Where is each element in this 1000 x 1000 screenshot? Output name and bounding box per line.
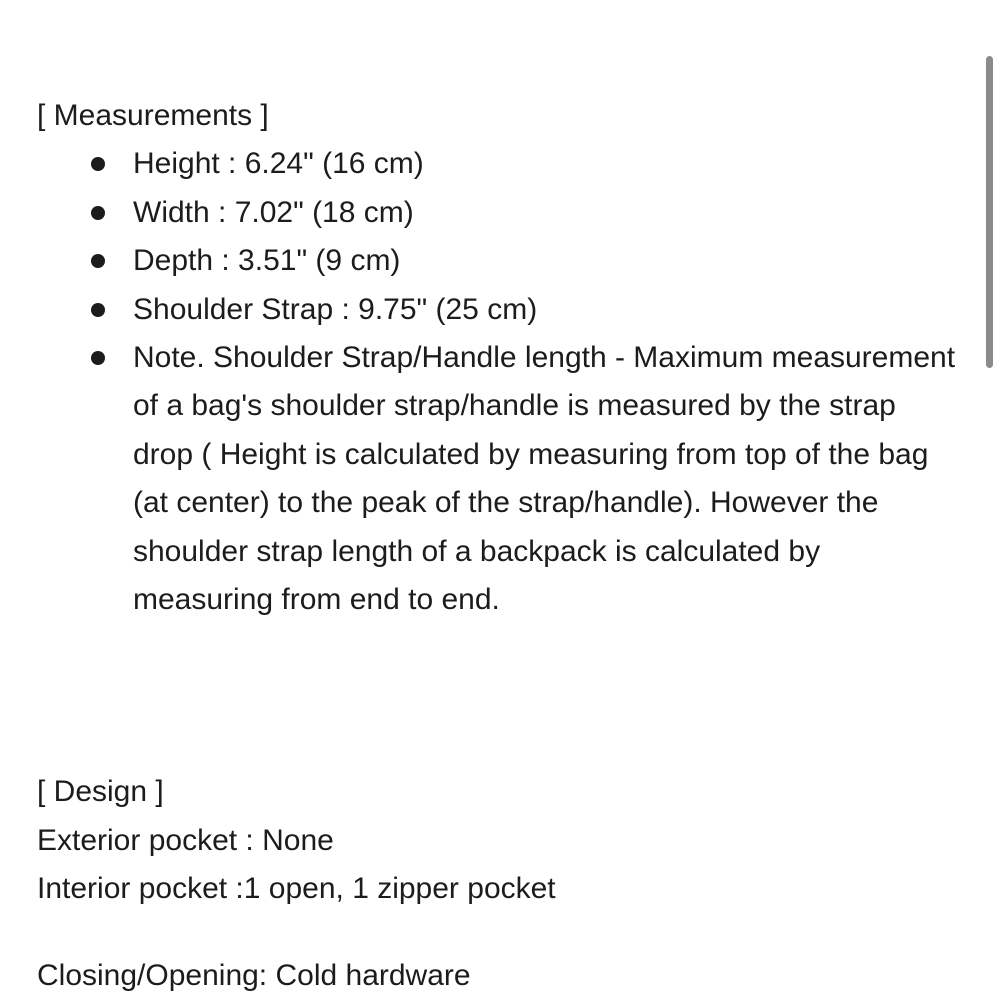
measurement-text: Height : 6.24" (16 cm) [133, 147, 424, 181]
bullet-icon [91, 157, 105, 171]
measurement-text: Width : 7.02" (18 cm) [133, 195, 414, 229]
measurement-item-height [133, 140, 957, 188]
measurement-item-shoulder-strap [133, 286, 957, 334]
measurement-note-text: Note. Shoulder Strap/Handle length - Maximum measurement of a bag's shoulder strap/handle is measured by the strap drop ( Height is calculated by measuring from top of the bag (at center) to the peak of the strap/handle). However the shoulder strap length of a backpack is calculated by measuring from end to end. [133, 341, 956, 617]
measurement-text: Depth : 3.51" (9 cm) [133, 244, 401, 278]
exterior-pocket-text: Exterior pocket : None [37, 823, 334, 857]
design-heading: [ Design ] [37, 775, 164, 809]
vertical-scrollbar[interactable] [986, 56, 993, 368]
bullet-icon [91, 254, 105, 268]
description-content [37, 92, 957, 1000]
line-spacer [37, 914, 957, 952]
measurement-item-width [133, 189, 957, 237]
closing-opening-text: Closing/Opening: Cold hardware [37, 958, 471, 992]
measurements-list [37, 140, 957, 624]
measurement-item-depth [133, 237, 957, 285]
measurement-item-note [133, 334, 957, 624]
bullet-icon [91, 206, 105, 220]
bullet-icon [91, 303, 105, 317]
interior-pocket-text: Interior pocket :1 open, 1 zipper pocket [37, 872, 556, 906]
measurement-text: Shoulder Strap : 9.75" (25 cm) [133, 292, 538, 326]
measurements-heading: [ Measurements ] [37, 99, 269, 132]
section-spacer [37, 624, 957, 768]
bullet-icon [91, 351, 105, 365]
